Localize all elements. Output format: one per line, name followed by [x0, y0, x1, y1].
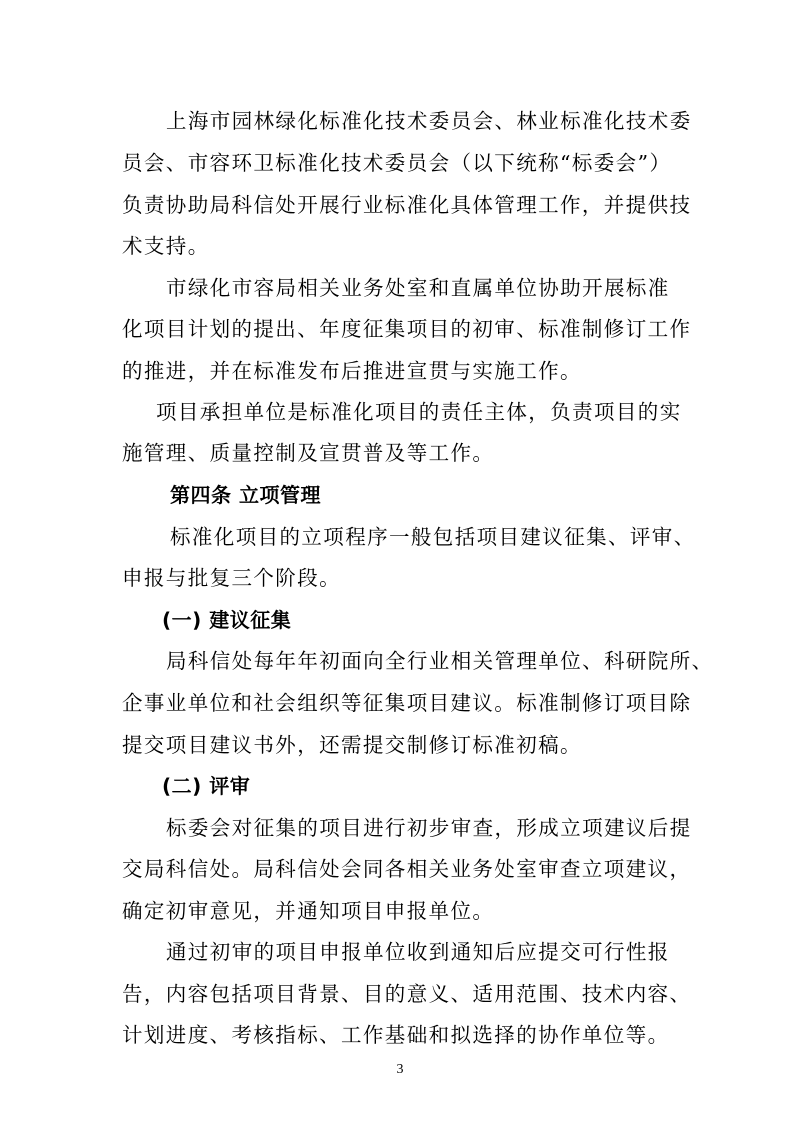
- text-line: 通过初审的项目申报单位收到通知后应提交可行性报: [166, 940, 670, 964]
- text-line: 告，内容包括项目背景、目的意义、适用范围、技术内容、: [122, 982, 692, 1006]
- text-line: 负责协助局科信处开展行业标准化具体管理工作，并提供技: [122, 193, 692, 217]
- text-line: 化项目计划的提出、年度征集项目的初审、标准制修订工作: [122, 317, 692, 341]
- text-line: 的推进，并在标准发布后推进宣贯与实施工作。: [122, 359, 582, 383]
- text-line: 交局科信处。局科信处会同各相关业务处室审查立项建议，: [122, 857, 692, 881]
- text-line: 上海市园林绿化标准化技术委员会、林业标准化技术委: [166, 109, 692, 133]
- text-line: 申报与批复三个阶段。: [122, 566, 341, 590]
- text-line: 标准化项目的立项程序一般包括项目建议征集、评审、: [170, 525, 696, 549]
- text-line: 员会、市容环卫标准化技术委员会（以下统称“标委会”）: [122, 151, 672, 175]
- page-number: 3: [396, 1062, 404, 1077]
- text-line: 局科信处每年年初面向全行业相关管理单位、科研院所、: [166, 649, 714, 673]
- text-line: 术支持。: [122, 234, 210, 258]
- section-heading: 第四条 立项管理: [170, 483, 321, 507]
- subsection-heading: (二) 评审: [162, 774, 251, 798]
- text-line: 确定初审意见，并通知项目申报单位。: [122, 899, 495, 923]
- text-line: 计划进度、考核指标、工作基础和拟选择的协作单位等。: [122, 1023, 670, 1047]
- text-line: 市绿化市容局相关业务处室和直属单位协助开展标准: [166, 276, 670, 300]
- subsection-heading: (一) 建议征集: [162, 608, 292, 632]
- text-line: 企事业单位和社会组织等征集项目建议。标准制修订项目除: [122, 691, 692, 715]
- text-line: 项目承担单位是标准化项目的责任主体，负责项目的实: [156, 400, 682, 424]
- text-line: 施管理、质量控制及宣贯普及等工作。: [122, 441, 495, 465]
- text-line: 提交项目建议书外，还需提交制修订标准初稿。: [122, 733, 582, 757]
- text-line: 标委会对征集的项目进行初步审查，形成立项建议后提: [166, 816, 692, 840]
